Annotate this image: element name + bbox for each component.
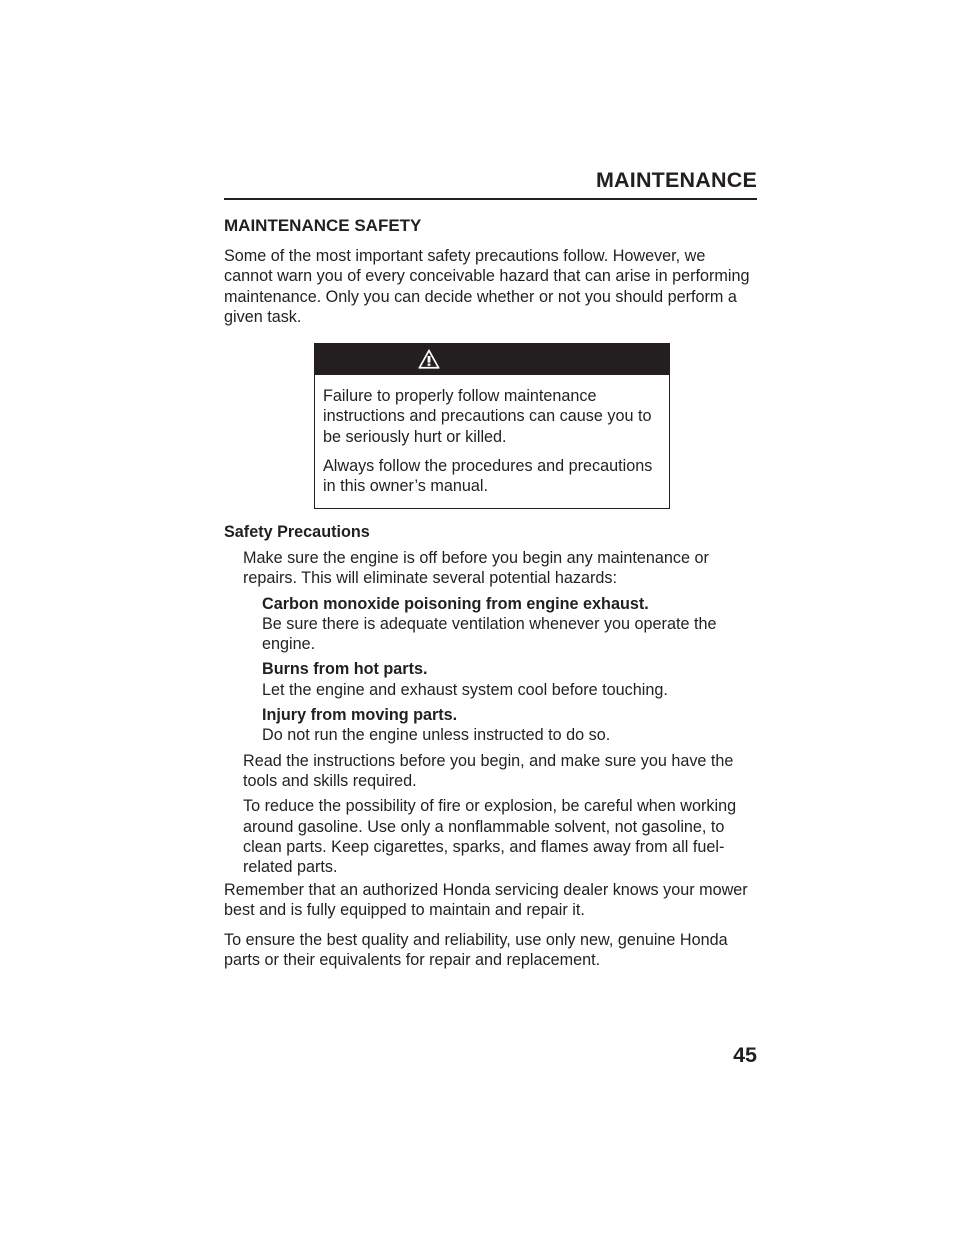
hazard-title: Injury from moving parts. bbox=[262, 706, 458, 725]
closing-notes bbox=[224, 880, 757, 970]
warning-paragraph: Failure to properly follow maintenance instructions and precautions can cause you to be seriously hurt or killed. bbox=[323, 387, 652, 446]
hazard-item bbox=[262, 659, 757, 700]
fire-risk-paragraph: To reduce the possibility of fire or explosion, be careful when working around gasoline. Use only a nonflammable solvent, not gasoline, to clean parts. Keep cigarettes, sparks, and flames away from all fuel-related parts. bbox=[243, 797, 737, 877]
hazard-text: Be sure there is adequate ventilation whenever you operate the engine. bbox=[262, 614, 717, 654]
hazard-text: Do not run the engine unless instructed to do so. bbox=[262, 726, 611, 745]
chapter-title: MAINTENANCE bbox=[595, 168, 757, 192]
intro-paragraph: Some of the most important safety precautions follow. However, we cannot warn you of every conceivable hazard that can arise in performing maintenance. Only you can decide whether or not you should perform a given task. bbox=[224, 247, 750, 326]
hazard-item bbox=[262, 594, 757, 655]
section-title: MAINTENANCE SAFETY bbox=[224, 216, 422, 235]
hazard-text: Let the engine and exhaust system cool before touching. bbox=[262, 680, 668, 699]
read-instructions-paragraph: Read the instructions before you begin, and make sure you have the tools and skills required. bbox=[243, 751, 734, 790]
warning-triangle-icon bbox=[418, 349, 440, 369]
warning-header-bar bbox=[315, 344, 669, 375]
hazard-title: Burns from hot parts. bbox=[262, 660, 428, 679]
manual-page bbox=[224, 0, 757, 1235]
page-number: 45 bbox=[733, 1043, 757, 1067]
engine-off-paragraph: Make sure the engine is off before you begin any maintenance or repairs. This will eliminate several potential hazards: bbox=[243, 549, 709, 588]
dealer-paragraph: Remember that an authorized Honda servicing dealer knows your mower best and is fully equipped to maintain and repair it. bbox=[224, 881, 748, 920]
hazard-item bbox=[262, 705, 757, 746]
safety-precautions-title: Safety Precautions bbox=[224, 523, 370, 541]
hazard-title: Carbon monoxide poisoning from engine exhaust. bbox=[262, 594, 649, 613]
warning-body bbox=[315, 375, 669, 496]
warning-box bbox=[314, 343, 670, 509]
safety-precautions-list bbox=[243, 548, 757, 877]
chapter-divider bbox=[224, 198, 757, 200]
warning-paragraph: Always follow the procedures and precautions in this owner’s manual. bbox=[323, 456, 653, 496]
genuine-parts-paragraph: To ensure the best quality and reliability, use only new, genuine Honda parts or their equivalents for repair and replacement. bbox=[224, 930, 728, 969]
